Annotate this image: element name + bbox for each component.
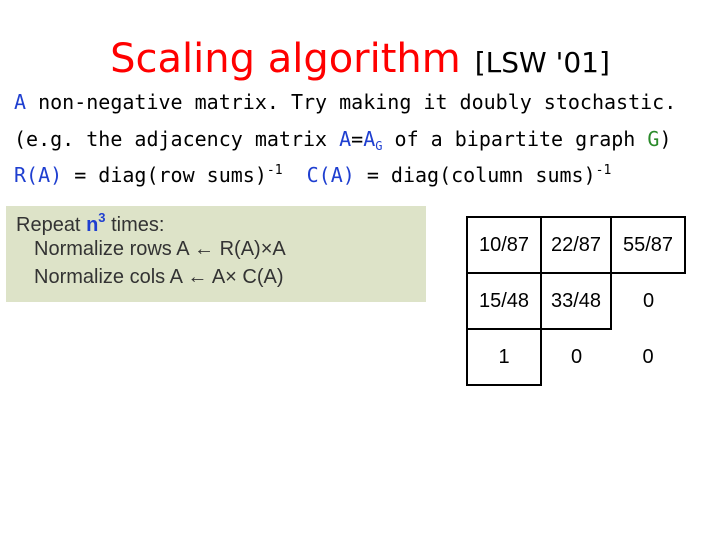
matrix-ag: A [363,127,376,151]
line-1-text: non-negative matrix. Try making it doubly stochastic. [26,90,677,114]
equals: = [351,127,364,151]
matrix-cell: 0 [642,345,654,368]
line-2-pre: (e.g. the adjacency matrix [14,127,340,151]
col-def: = diag(column sums) [354,163,596,187]
col-scaling-ca: C(A) [306,163,355,187]
line-2-mid: of a bipartite graph [382,127,648,151]
row-def: = diag(row sums) [62,163,267,187]
normalize-rows-line: Normalize rows A ← R(A)×A [34,238,286,260]
exponent: -1 [595,163,612,178]
n-var: n [86,214,99,236]
matrix-cell: 0 [642,290,655,312]
matrix-cell: 15/48 [467,273,541,329]
spacer [283,163,307,187]
matrix-a: A [339,127,352,151]
exponent: -1 [266,163,283,178]
matrix-cell: 33/48 [541,273,611,329]
repeat-pre: Repeat [16,214,87,236]
row-scaling-ra: R(A) [14,163,63,187]
graph-g: G [647,127,660,151]
title-main: Scaling algorithm [110,36,461,82]
matrix-row [467,273,685,329]
matrix-cell: 10/87 [467,217,541,273]
matrix-a: A [14,90,27,114]
subscript-g: G [375,139,383,153]
matrix-cell: 55/87 [611,217,685,273]
text-line-3 [14,163,611,187]
matrix-grid [466,216,686,386]
line-2-post: ) [659,127,672,151]
matrix-cell: 1 [467,329,541,385]
title-citation: [LSW '01] [474,46,610,79]
text-line-1 [14,90,676,114]
n-exponent: 3 [98,210,106,225]
slide-title [0,36,720,82]
matrix-row [467,329,685,385]
repeat-line [16,210,164,237]
algorithm-box [6,206,426,302]
normalize-cols-line: Normalize cols A ← A× C(A) [34,266,284,288]
matrix-row [467,217,685,273]
text-line-2 [14,127,671,153]
matrix-cell: 0 [570,346,583,368]
repeat-post: times: [105,214,165,236]
matrix-cell: 22/87 [541,217,611,273]
